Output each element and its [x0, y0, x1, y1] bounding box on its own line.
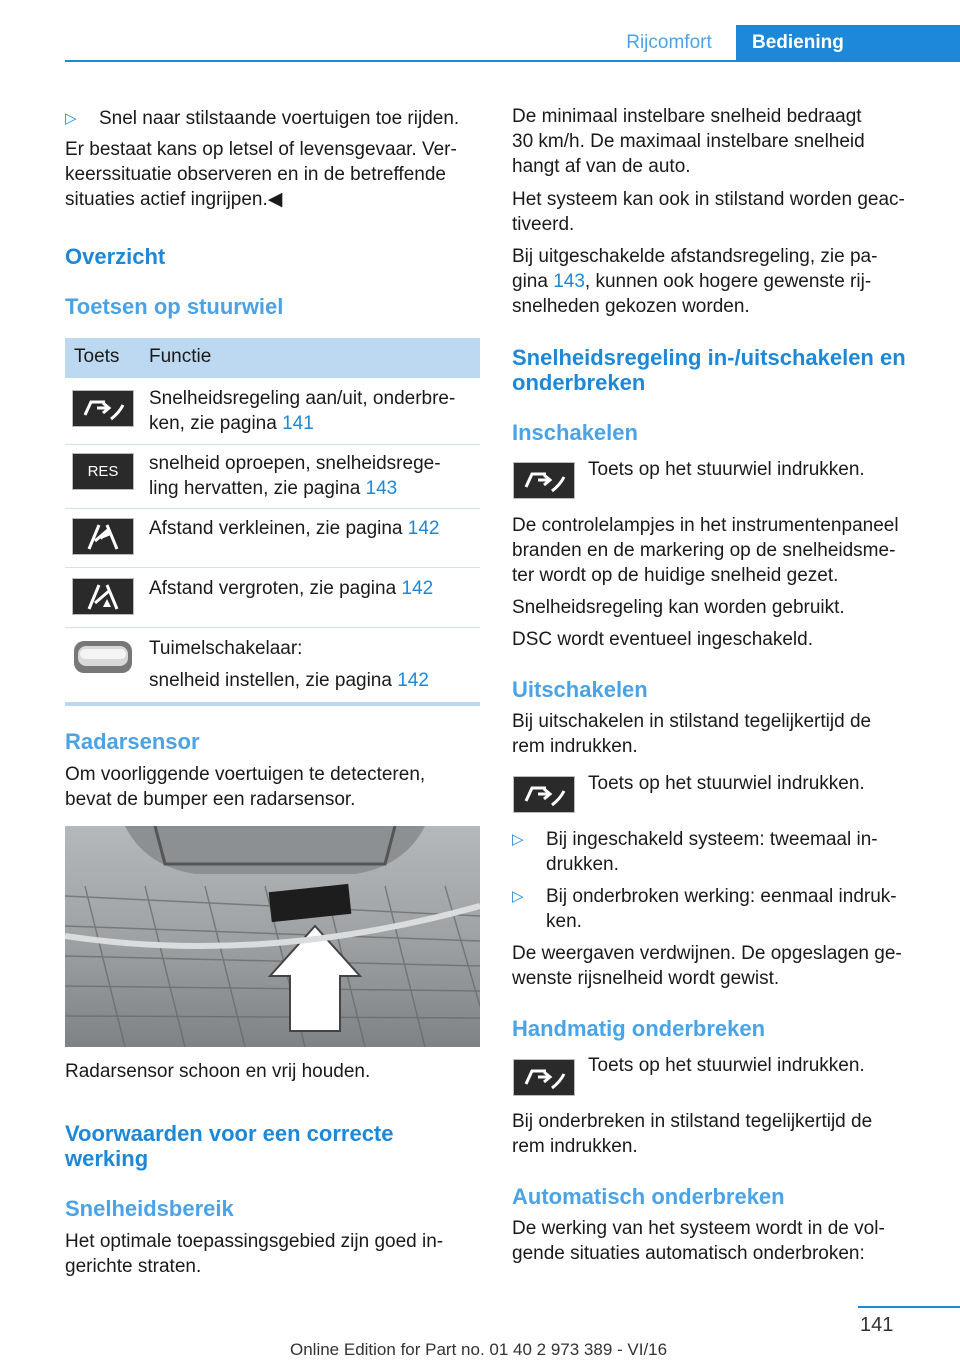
header-tab-rijcomfort[interactable]: Rijcomfort — [626, 32, 712, 53]
table-cell: Tuimelschakelaar: — [149, 638, 303, 659]
paragraph-line: wenste rijsnelheid wordt gewist. — [512, 968, 780, 989]
list-item-continuation: drukken. — [546, 854, 619, 875]
paragraph-line: tiveerd. — [512, 214, 575, 235]
row-divider — [65, 508, 480, 509]
table-header — [65, 338, 480, 378]
paragraph-line: De minimaal instelbare snelheid bedraagt — [512, 106, 862, 127]
cruise-control-icon — [72, 390, 134, 427]
paragraph-line: gerichte straten. — [65, 1256, 202, 1277]
paragraph-line: 30 km/h. De maximaal instelbare snelheid — [512, 131, 865, 152]
table-cell: ken, zie pagina 141 — [149, 413, 314, 434]
heading-automatisch: Automatisch onderbreken — [512, 1184, 785, 1209]
paragraph-line: branden en de markering op de snelheidsme- — [512, 540, 896, 561]
table-cell: Afstand vergroten, zie pagina 142 — [149, 578, 434, 599]
heading-voorwaarden-1: Voorwaarden voor een correcte — [65, 1121, 394, 1146]
bullet-icon: ▷ — [512, 831, 524, 848]
paragraph-line: ter wordt op de huidige snelheid gezet. — [512, 565, 839, 586]
heading-inschakelen: Inschakelen — [512, 420, 638, 445]
list-item-continuation: ken. — [546, 911, 582, 932]
paragraph-line: Het systeem kan ook in stilstand worden geac- — [512, 189, 905, 210]
paragraph-line: gende situaties automatisch onderbroken: — [512, 1243, 865, 1264]
warning-line-2: keerssituatie observeren en in de betreffende — [65, 164, 446, 185]
bullet-icon: ▷ — [512, 888, 524, 905]
table-cell: snelheid instellen, zie pagina 142 — [149, 670, 429, 691]
page-number: 141 — [860, 1314, 894, 1336]
instruction-text: Toets op het stuurwiel indrukken. — [588, 1055, 865, 1076]
paragraph-line: Bij onderbreken in stilstand tegelijkertijd de — [512, 1111, 873, 1132]
paragraph-line: gina 143, kunnen ook hogere gewenste rij- — [512, 271, 872, 292]
paragraph-line: hangt af van de auto. — [512, 156, 691, 177]
heading-radarsensor: Radarsensor — [65, 729, 200, 754]
distance-increase-icon — [72, 578, 134, 615]
paragraph-line: Om voorliggende voertuigen te detecteren, — [65, 764, 426, 785]
footer-edition: Online Edition for Part no. 01 40 2 973 389 - VI/16 — [290, 1340, 668, 1359]
paragraph-line: Bij uitgeschakelde afstandsregeling, zie pa- — [512, 246, 878, 267]
page-link[interactable]: 143 — [365, 478, 398, 499]
res-icon: RES — [72, 453, 134, 490]
bullet-icon: ▷ — [65, 110, 77, 127]
page-link[interactable]: 142 — [397, 670, 429, 691]
row-divider — [65, 567, 480, 568]
table-bottom-rule — [65, 702, 480, 706]
column-header-functie: Functie — [149, 346, 212, 367]
paragraph-line: bevat de bumper een radarsensor. — [65, 789, 356, 810]
heading-regeling-2: onderbreken — [512, 370, 646, 395]
warning-line-1: Er bestaat kans op letsel of levensgevaar. Ver- — [65, 139, 457, 160]
paragraph-line: De controlelampjes in het instrumentenpaneel — [512, 515, 899, 536]
table-cell: ling hervatten, zie pagina 143 — [149, 478, 398, 499]
paragraph-line: snelheden gekozen worden. — [512, 296, 750, 317]
instruction-text: Toets op het stuurwiel indrukken. — [588, 459, 865, 480]
heading-uitschakelen: Uitschakelen — [512, 677, 648, 702]
paragraph-line: De werking van het systeem wordt in de vol- — [512, 1218, 885, 1239]
header-rule — [65, 60, 960, 62]
cruise-control-icon — [513, 776, 575, 813]
paragraph-line: rem indrukken. — [512, 1136, 638, 1157]
heading-snelheidsbereik: Snelheidsbereik — [65, 1196, 234, 1221]
photo-caption: Radarsensor schoon en vrij houden. — [65, 1061, 371, 1082]
footer-rule — [858, 1306, 960, 1308]
table-cell: Snelheidsregeling aan/uit, onderbre- — [149, 388, 456, 409]
header-tab-bediening[interactable]: Bediening — [736, 25, 960, 61]
paragraph-line: De weergaven verdwijnen. De opgeslagen ge- — [512, 943, 902, 964]
paragraph-line: rem indrukken. — [512, 736, 638, 757]
radar-sensor-photo — [65, 826, 480, 1047]
cruise-control-icon — [513, 1059, 575, 1096]
table-cell: snelheid oproepen, snelheidsrege- — [149, 453, 441, 474]
heading-handmatig: Handmatig onderbreken — [512, 1016, 766, 1041]
distance-decrease-icon — [72, 518, 134, 555]
paragraph-line: Bij uitschakelen in stilstand tegelijkertijd de — [512, 711, 872, 732]
heading-toetsen: Toetsen op stuurwiel — [65, 294, 284, 319]
page-link[interactable]: 142 — [407, 518, 440, 539]
heading-regeling-1: Snelheidsregeling in-/uitschakelen en — [512, 345, 906, 370]
row-divider — [65, 444, 480, 445]
table-cell: Afstand verkleinen, zie pagina 142 — [149, 518, 440, 539]
page-link[interactable]: 142 — [401, 578, 434, 599]
row-divider — [65, 627, 480, 628]
warning-line-3: situaties actief ingrijpen.◀ — [65, 189, 283, 210]
heading-voorwaarden-2: werking — [65, 1146, 149, 1171]
page-link[interactable]: 143 — [553, 271, 585, 292]
heading-overzicht: Overzicht — [65, 244, 166, 269]
rocker-switch-icon — [72, 637, 134, 677]
paragraph-line: Snelheidsregeling kan worden gebruikt. — [512, 597, 845, 618]
instruction-text: Toets op het stuurwiel indrukken. — [588, 773, 865, 794]
cruise-control-icon — [513, 462, 575, 499]
paragraph-line: Het optimale toepassingsgebied zijn goed in- — [65, 1231, 444, 1252]
paragraph-line: DSC wordt eventueel ingeschakeld. — [512, 629, 814, 650]
column-header-toets: Toets — [74, 346, 120, 367]
page-link[interactable]: 141 — [282, 413, 314, 434]
